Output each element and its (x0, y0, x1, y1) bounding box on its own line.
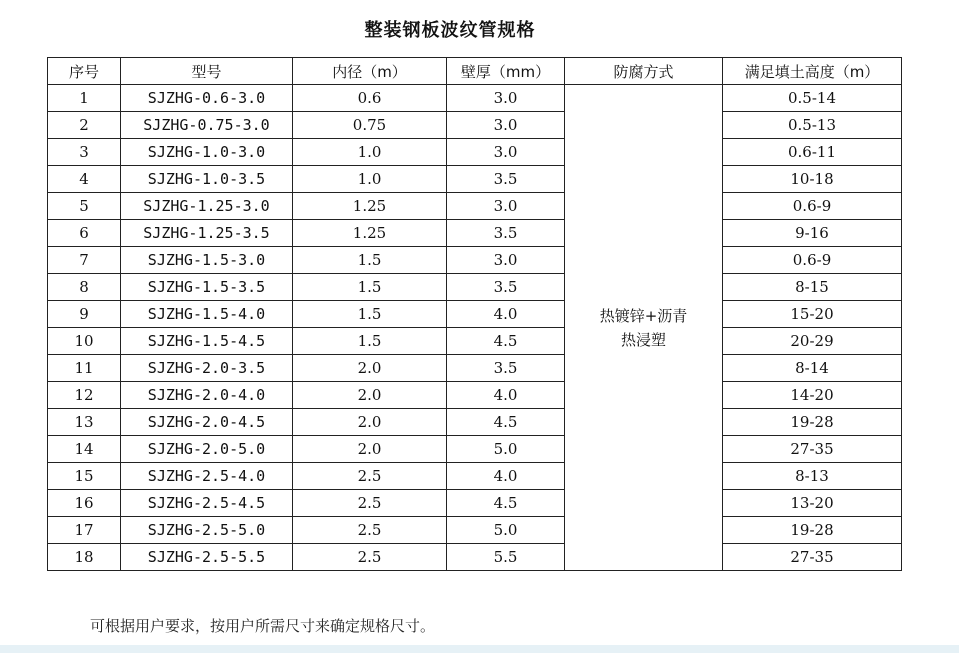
header-model: 型号 (121, 58, 293, 85)
table-row (48, 193, 902, 220)
table-row (48, 544, 902, 571)
header-row (48, 58, 902, 85)
cell-fill-height: 14-20 (723, 382, 902, 409)
cell-fill-height: 0.5-13 (723, 112, 902, 139)
cell-model: SJZHG-1.5-4.0 (121, 301, 293, 328)
cell-thickness: 3.0 (447, 112, 565, 139)
cell-model: SJZHG-2.5-5.5 (121, 544, 293, 571)
cell-index: 7 (48, 247, 121, 274)
cell-fill-height: 20-29 (723, 328, 902, 355)
cell-fill-height: 0.6-9 (723, 247, 902, 274)
header-coating: 防腐方式 (565, 58, 723, 85)
cell-diameter: 0.6 (293, 85, 447, 112)
header-index: 序号 (48, 58, 121, 85)
cell-index: 3 (48, 139, 121, 166)
cell-model: SJZHG-2.0-4.0 (121, 382, 293, 409)
cell-diameter: 1.25 (293, 193, 447, 220)
table-title: 整装钢板波纹管规格 (364, 20, 536, 41)
cell-diameter: 2.0 (293, 382, 447, 409)
cell-diameter: 2.0 (293, 355, 447, 382)
cell-thickness: 5.0 (447, 517, 565, 544)
table-row (48, 301, 902, 328)
cell-diameter: 1.5 (293, 328, 447, 355)
cell-thickness: 3.0 (447, 139, 565, 166)
cell-diameter: 0.75 (293, 112, 447, 139)
table-row (48, 490, 902, 517)
table-row (48, 436, 902, 463)
cell-diameter: 1.5 (293, 274, 447, 301)
cell-index: 14 (48, 436, 121, 463)
cell-thickness: 4.0 (447, 382, 565, 409)
cell-model: SJZHG-1.25-3.0 (121, 193, 293, 220)
cell-index: 11 (48, 355, 121, 382)
cell-thickness: 3.0 (447, 247, 565, 274)
cell-fill-height: 10-18 (723, 166, 902, 193)
table-row (48, 274, 902, 301)
cell-index: 13 (48, 409, 121, 436)
cell-thickness: 5.0 (447, 436, 565, 463)
cell-fill-height: 27-35 (723, 544, 902, 571)
cell-model: SJZHG-2.0-4.5 (121, 409, 293, 436)
cell-model: SJZHG-1.0-3.5 (121, 166, 293, 193)
table-row (48, 166, 902, 193)
cell-diameter: 1.5 (293, 301, 447, 328)
cell-fill-height: 15-20 (723, 301, 902, 328)
cell-thickness: 3.0 (447, 85, 565, 112)
table-row (48, 220, 902, 247)
cell-thickness: 5.5 (447, 544, 565, 571)
cell-thickness: 4.5 (447, 328, 565, 355)
header-fill-height: 满足填土高度（m） (723, 58, 902, 85)
cell-model: SJZHG-1.5-3.5 (121, 274, 293, 301)
cell-model: SJZHG-2.0-5.0 (121, 436, 293, 463)
table-row (48, 463, 902, 490)
cell-diameter: 1.25 (293, 220, 447, 247)
cell-fill-height: 27-35 (723, 436, 902, 463)
cell-model: SJZHG-2.5-4.0 (121, 463, 293, 490)
cell-fill-height: 19-28 (723, 409, 902, 436)
cell-coating (565, 85, 723, 571)
cell-diameter: 2.5 (293, 544, 447, 571)
header-diameter: 内径（m） (293, 58, 447, 85)
table-row (48, 139, 902, 166)
header-thickness: 壁厚（mm） (447, 58, 565, 85)
cell-model: SJZHG-0.6-3.0 (121, 85, 293, 112)
cell-thickness: 4.0 (447, 301, 565, 328)
cell-model: SJZHG-2.0-3.5 (121, 355, 293, 382)
cell-index: 2 (48, 112, 121, 139)
cell-diameter: 1.0 (293, 166, 447, 193)
table-row (48, 112, 902, 139)
cell-index: 17 (48, 517, 121, 544)
table-row (48, 355, 902, 382)
cell-index: 12 (48, 382, 121, 409)
cell-fill-height: 0.6-11 (723, 139, 902, 166)
cell-diameter: 2.5 (293, 490, 447, 517)
cell-thickness: 4.5 (447, 409, 565, 436)
cell-fill-height: 19-28 (723, 517, 902, 544)
cell-fill-height: 8-15 (723, 274, 902, 301)
cell-fill-height: 0.5-14 (723, 85, 902, 112)
cell-diameter: 1.5 (293, 247, 447, 274)
cell-diameter: 2.5 (293, 517, 447, 544)
bottom-band (0, 645, 959, 653)
table-row (48, 328, 902, 355)
cell-fill-height: 9-16 (723, 220, 902, 247)
coating-line-1: 热镀锌+沥青 (599, 306, 688, 325)
coating-line-2: 热浸塑 (620, 330, 666, 349)
cell-index: 4 (48, 166, 121, 193)
table-row (48, 517, 902, 544)
cell-index: 16 (48, 490, 121, 517)
cell-model: SJZHG-1.25-3.5 (121, 220, 293, 247)
cell-index: 6 (48, 220, 121, 247)
spec-table (47, 57, 902, 571)
table-row (48, 409, 902, 436)
cell-fill-height: 8-13 (723, 463, 902, 490)
cell-index: 9 (48, 301, 121, 328)
cell-thickness: 4.0 (447, 463, 565, 490)
cell-fill-height: 0.6-9 (723, 193, 902, 220)
cell-diameter: 2.0 (293, 409, 447, 436)
cell-thickness: 3.5 (447, 220, 565, 247)
cell-model: SJZHG-2.5-4.5 (121, 490, 293, 517)
cell-index: 15 (48, 463, 121, 490)
cell-model: SJZHG-1.0-3.0 (121, 139, 293, 166)
cell-fill-height: 13-20 (723, 490, 902, 517)
cell-index: 1 (48, 85, 121, 112)
cell-model: SJZHG-2.5-5.0 (121, 517, 293, 544)
footnote: 可根据用户要求，按用户所需尺寸来确定规格尺寸。 (90, 617, 436, 635)
cell-thickness: 3.5 (447, 166, 565, 193)
cell-model: SJZHG-1.5-3.0 (121, 247, 293, 274)
cell-index: 5 (48, 193, 121, 220)
cell-thickness: 3.5 (447, 355, 565, 382)
cell-model: SJZHG-0.75-3.0 (121, 112, 293, 139)
cell-index: 18 (48, 544, 121, 571)
cell-fill-height: 8-14 (723, 355, 902, 382)
table-row (48, 85, 902, 112)
cell-diameter: 2.5 (293, 463, 447, 490)
cell-diameter: 2.0 (293, 436, 447, 463)
cell-thickness: 4.5 (447, 490, 565, 517)
cell-index: 8 (48, 274, 121, 301)
cell-index: 10 (48, 328, 121, 355)
table-row (48, 247, 902, 274)
cell-diameter: 1.0 (293, 139, 447, 166)
table-row (48, 382, 902, 409)
cell-thickness: 3.5 (447, 274, 565, 301)
cell-thickness: 3.0 (447, 193, 565, 220)
cell-model: SJZHG-1.5-4.5 (121, 328, 293, 355)
